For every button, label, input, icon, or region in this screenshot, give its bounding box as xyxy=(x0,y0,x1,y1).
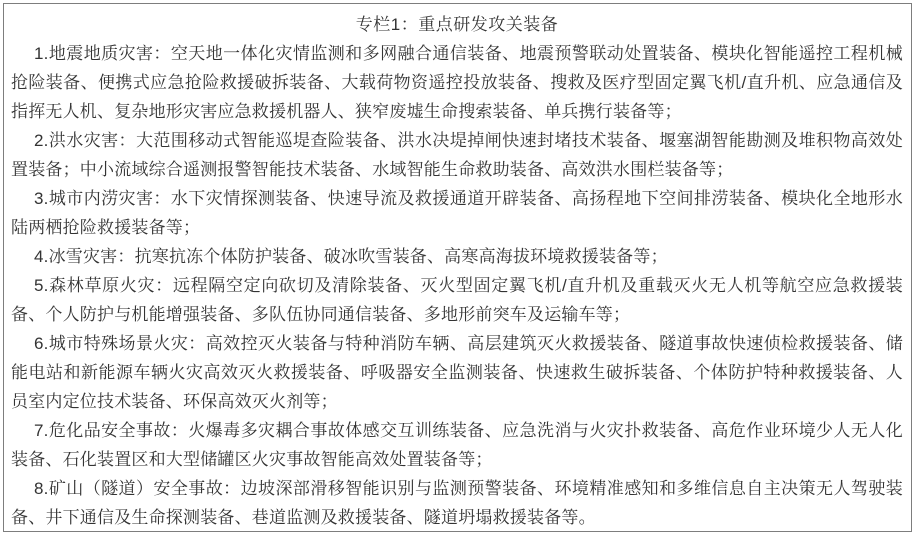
equipment-paragraph-forest-fire: 5.森林草原火灾：远程隔空定向砍切及清除装备、灭火型固定翼飞机/直升机及重载灭火无人机等航空应急救援装备、个人防护与机能增强装备、多队伍协同通信装备、多地形前突车及运输车等； xyxy=(11,276,903,324)
equipment-paragraph-hazchem-accident: 7.危化品安全事故：火爆毒多灾耦合事故体感交互训练装备、应急洗消与火灾扑救装备、高危作业环境少人无人化装备、石化装置区和大型储罐区火灾事故智能高效处置装备等； xyxy=(11,421,903,469)
panel-body xyxy=(11,39,903,532)
panel-title: 专栏1：重点研发攻关装备 xyxy=(355,15,559,34)
equipment-paragraph-urban-waterlogging: 3.城市内涝灾害：水下灾情探测装备、快速导流及救援通道开辟装备、高扬程地下空间排涝装备、模块化全地形水陆两栖抢险救援装备等； xyxy=(11,189,903,237)
equipment-paragraph-flood: 2.洪水灾害：大范围移动式智能巡堤查险装备、洪水决堤掉闸快速封堵技术装备、堰塞湖智能勘测及堆积物高效处置装备；中小流域综合遥测报警智能技术装备、水域智能生命救助装备、高效洪水围栏装备等； xyxy=(11,131,903,179)
equipment-paragraph-earthquake: 1.地震地质灾害：空天地一体化灾情监测和多网融合通信装备、地震预警联动处置装备、模块化智能遥控工程机械抢险装备、便携式应急抢险救援破拆装备、大载荷物资遥控投放装备、搜救及医疗型固定翼飞机/直升机、应急通信及指挥无人机、复杂地形灾害应急救援机器人、狭窄废墟生命搜索装备、单兵携行装备等； xyxy=(11,44,903,121)
equipment-paragraph-urban-special-fire: 6.城市特殊场景火灾：高效控灭火装备与特种消防车辆、高层建筑灭火救援装备、隧道事故快速侦检救援装备、储能电站和新能源车辆火灾高效灭火救援装备、呼吸器安全监测装备、快速救生破拆装备、个体防护特种救援装备、人员室内定位技术装备、环保高效灭火剂等； xyxy=(11,334,903,411)
equipment-paragraph-mine-tunnel-accident: 8.矿山（隧道）安全事故：边坡深部滑移智能识别与监测预警装备、环境精准感知和多维信息自主决策无人驾驶装备、井下通信及生命探测装备、巷道监测及救援装备、隧道坍塌救援装备等。 xyxy=(11,479,903,527)
equipment-paragraph-ice-snow: 4.冰雪灾害：抗寒抗冻个体防护装备、破冰吹雪装备、高寒高海拔环境救援装备等； xyxy=(34,247,668,266)
key-equipment-panel xyxy=(3,3,912,532)
